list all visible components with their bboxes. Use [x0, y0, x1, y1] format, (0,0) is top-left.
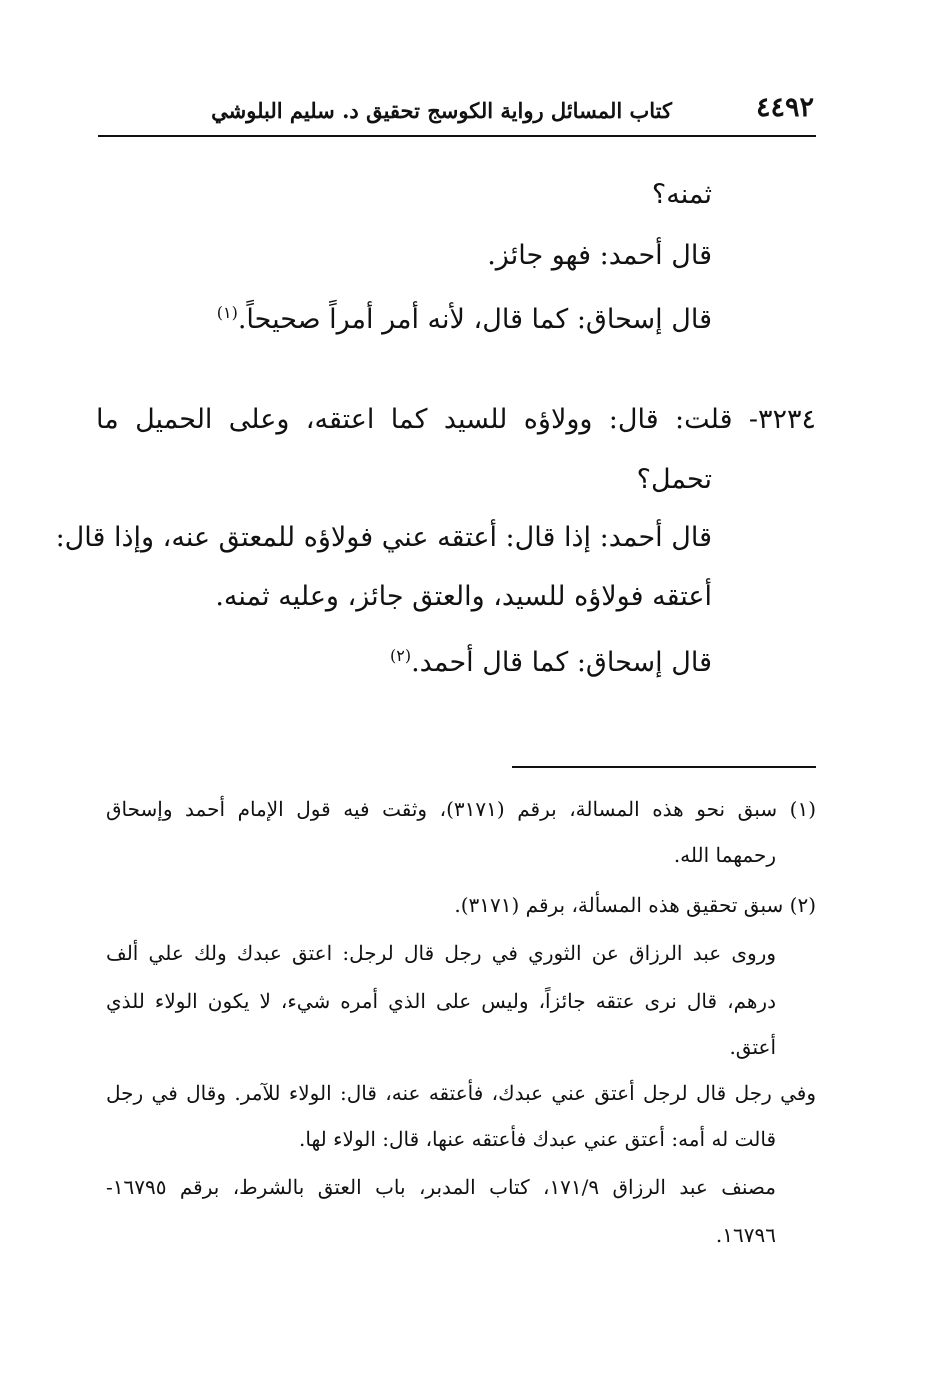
footnote-2-line-2: وروى عبد الرزاق عن الثوري في رجل قال لرجل: اعتق عبدك ولك علي ألف [106, 941, 776, 965]
text-line-3-body: قال إسحاق: كما قال، لأنه أمر أمراً صحيحاً. [237, 304, 712, 335]
footnote-1-line-1: (١) سبق نحو هذه المسالة، برقم (٣١٧١)، وثقت فيه قول الإمام أحمد وإسحاق [106, 797, 816, 821]
answer-ishaq [390, 636, 712, 683]
footnote-divider [512, 766, 816, 768]
footnote-2-line-7: مصنف عبد الرزاق ١٧١/٩، كتاب المدبر، باب العتق بالشرط، برقم ١٦٧٩٥- [106, 1175, 776, 1199]
footnote-2-line-1: (٢) سبق تحقيق هذه المسألة، برقم (٣١٧١). [454, 893, 816, 917]
header-divider [98, 135, 816, 137]
footnote-ref-2: (٢) [390, 646, 412, 665]
footnote-2-line-8: ١٦٧٩٦. [715, 1223, 776, 1247]
question-3234-line-1: ٣٢٣٤- قلت: قال: وولاؤه للسيد كما اعتقه، وعلى الحميل ما [96, 404, 816, 435]
footnote-ref-1: (١) [216, 303, 238, 322]
footnote-2-line-4: أعتق. [729, 1035, 776, 1059]
footnote-2-line-6: قالت له أمه: أعتق عني عبدك فأعتقه عنها، قال: الولاء لها. [299, 1127, 776, 1151]
footnote-2-line-3: درهم، قال نرى عتقه جائزاً، وليس على الذي أمره شيء، لا يكون الولاء للذي [106, 989, 776, 1013]
footnote-1-line-2: رحمهما الله. [673, 843, 776, 867]
answer-ishaq-body: قال إسحاق: كما قال أحمد. [411, 647, 712, 678]
page-number: ٤٤٩٢ [755, 92, 814, 123]
text-line-3 [217, 293, 712, 340]
question-3234-line-2: تحمل؟ [636, 464, 712, 495]
answer-ahmad-line-1: قال أحمد: إذا قال: أعتقه عني فولاؤه للمعتق عنه، وإذا قال: [55, 522, 712, 553]
text-line-2: قال أحمد: فهو جائز. [487, 240, 712, 271]
text-line-1: ثمنه؟ [651, 179, 712, 210]
footnote-2-line-5: وفي رجل قال لرجل أعتق عني عبدك، فأعتقه عنه، قال: الولاء للآمر. وقال في رجل [106, 1081, 816, 1105]
running-title: كتاب المسائل رواية الكوسج تحقيق د. سليم البلوشي [211, 98, 672, 123]
answer-ahmad-line-2: أعتقه فولاؤه للسيد، والعتق جائز، وعليه ثمنه. [215, 581, 712, 612]
